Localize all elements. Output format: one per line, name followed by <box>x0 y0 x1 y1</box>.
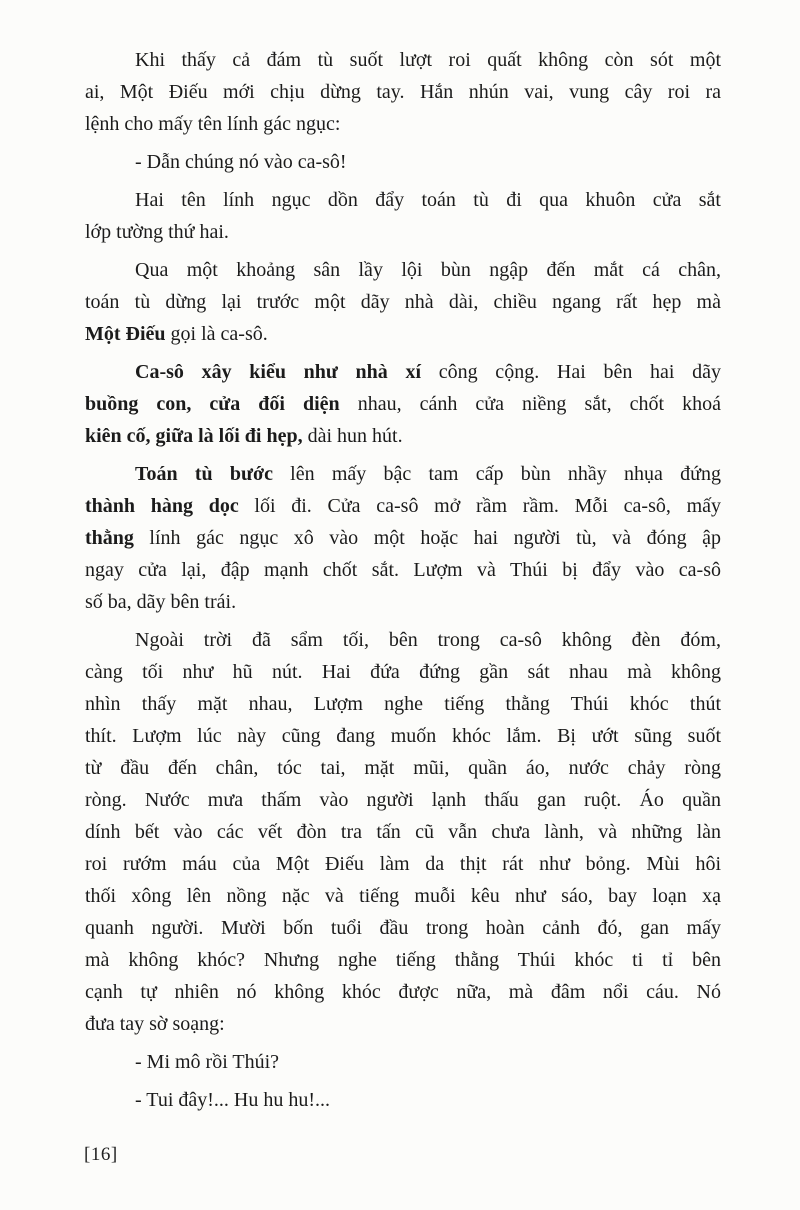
text-segment: lệnh cho mấy tên lính gác ngục: <box>85 113 341 135</box>
text-line <box>85 420 721 452</box>
text-segment: số ba, dãy bên trái. <box>85 591 237 613</box>
bold-text-segment: Một Điếu <box>85 323 166 345</box>
text-segment: Hai tên lính ngục dồn đẩy toán tù đi qua khuôn cửa sắt <box>135 189 721 211</box>
text-segment: ngay cửa lại, đập mạnh chốt sắt. Lượm và Thúi bị đẩy vào ca-sô <box>85 559 721 581</box>
page-text <box>85 44 721 1122</box>
text-segment: Qua một khoảng sân lầy lội bùn ngập đến mắt cá chân, <box>135 259 721 281</box>
text-line <box>85 1046 721 1078</box>
text-segment: từ đầu đến chân, tóc tai, mặt mũi, quần áo, nước chảy ròng <box>85 757 721 779</box>
text-line <box>85 624 721 656</box>
text-line <box>85 44 721 76</box>
text-line <box>85 586 721 618</box>
text-segment: lính gác ngục xô vào một hoặc hai người tù, và đóng ập <box>133 527 721 549</box>
text-segment: gọi là ca-sô. <box>165 323 268 345</box>
text-segment: thối xông lên nồng nặc và tiếng muỗi kêu như sáo, bay loạn xạ <box>85 885 721 907</box>
paragraph <box>85 44 721 140</box>
text-line <box>85 76 721 108</box>
text-line <box>85 752 721 784</box>
bold-text-segment: thành hàng dọc <box>85 495 239 517</box>
text-line <box>85 318 721 350</box>
text-line <box>85 108 721 140</box>
text-segment: dính bết vào các vết đòn tra tấn cũ vẫn chưa lành, và những làn <box>85 821 721 843</box>
text-segment: - Mi mô rồi Thúi? <box>135 1051 280 1073</box>
bold-text-segment: thằng <box>85 527 134 549</box>
paragraph <box>85 254 721 350</box>
text-line <box>85 458 721 490</box>
text-line <box>85 688 721 720</box>
page-number: [16] <box>84 1144 118 1165</box>
text-line <box>85 554 721 586</box>
text-segment: Khi thấy cả đám tù suốt lượt roi quất không còn sót một <box>135 49 721 71</box>
text-segment: Ngoài trời đã sẩm tối, bên trong ca-sô không đèn đóm, <box>135 629 721 651</box>
text-line <box>85 146 721 178</box>
text-line <box>85 356 721 388</box>
bold-text-segment: Ca-sô xây kiểu như nhà xí <box>135 361 422 383</box>
paragraph <box>85 624 721 1040</box>
text-segment: thít. Lượm lúc này cũng đang muốn khóc lắm. Bị ướt sũng suốt <box>85 725 721 747</box>
text-segment: càng tối như hũ nút. Hai đứa đứng gần sát nhau mà không <box>85 661 721 683</box>
text-segment: quanh người. Mười bốn tuổi đầu trong hoàn cảnh đó, gan mấy <box>85 917 721 939</box>
paragraph <box>85 356 721 452</box>
text-segment: đưa tay sờ soạng: <box>85 1013 225 1035</box>
text-segment: lối đi. Cửa ca-sô mở rầm rầm. Mỗi ca-sô, mấy <box>238 495 722 517</box>
text-line <box>85 254 721 286</box>
text-line <box>85 1008 721 1040</box>
text-line <box>85 388 721 420</box>
text-line <box>85 976 721 1008</box>
text-line <box>85 1084 721 1116</box>
text-segment: dài hun hút. <box>302 425 403 447</box>
text-segment: - Dẫn chúng nó vào ca-sô! <box>135 151 347 173</box>
bold-text-segment: buồng con, cửa đối diện <box>85 393 340 415</box>
paragraph <box>85 458 721 618</box>
dialogue-line <box>85 1046 721 1078</box>
text-line <box>85 816 721 848</box>
text-line <box>85 216 721 248</box>
text-segment: cạnh tự nhiên nó không khóc được nữa, mà đâm nổi cáu. Nó <box>85 981 721 1003</box>
text-line <box>85 490 721 522</box>
text-segment: lớp tường thứ hai. <box>85 221 229 243</box>
text-line <box>85 880 721 912</box>
text-line <box>85 944 721 976</box>
paragraph <box>85 184 721 248</box>
bold-text-segment: kiên cố, giữa là lối đi hẹp, <box>85 425 303 447</box>
bold-text-segment: Toán tù bước <box>135 463 273 485</box>
dialogue-line <box>85 1084 721 1116</box>
text-segment: ai, Một Điếu mới chịu dừng tay. Hắn nhún vai, vung cây roi ra <box>85 81 721 103</box>
text-segment: nhìn thấy mặt nhau, Lượm nghe tiếng thằng Thúi khóc thút <box>85 693 721 715</box>
dialogue-line <box>85 146 721 178</box>
text-segment: công cộng. Hai bên hai dãy <box>421 361 721 383</box>
text-line <box>85 720 721 752</box>
text-line <box>85 656 721 688</box>
text-line <box>85 522 721 554</box>
text-line <box>85 286 721 318</box>
text-segment: ròng. Nước mưa thấm vào người lạnh thấu gan ruột. Áo quần <box>85 789 721 811</box>
text-line <box>85 848 721 880</box>
text-line <box>85 784 721 816</box>
text-segment: toán tù dừng lại trước một dãy nhà dài, chiều ngang rất hẹp mà <box>85 291 721 313</box>
text-line <box>85 912 721 944</box>
text-segment: - Tui đây!... Hu hu hu!... <box>135 1089 331 1111</box>
text-segment: lên mấy bậc tam cấp bùn nhầy nhụa đứng <box>272 463 721 485</box>
text-segment: roi rướm máu của Một Điếu làm da thịt rát như bỏng. Mùi hôi <box>85 853 721 875</box>
text-segment: mà không khóc? Nhưng nghe tiếng thằng Thúi khóc ti tỉ bên <box>85 949 721 971</box>
text-segment: nhau, cánh cửa niềng sắt, chốt khoá <box>339 393 722 415</box>
text-line <box>85 184 721 216</box>
